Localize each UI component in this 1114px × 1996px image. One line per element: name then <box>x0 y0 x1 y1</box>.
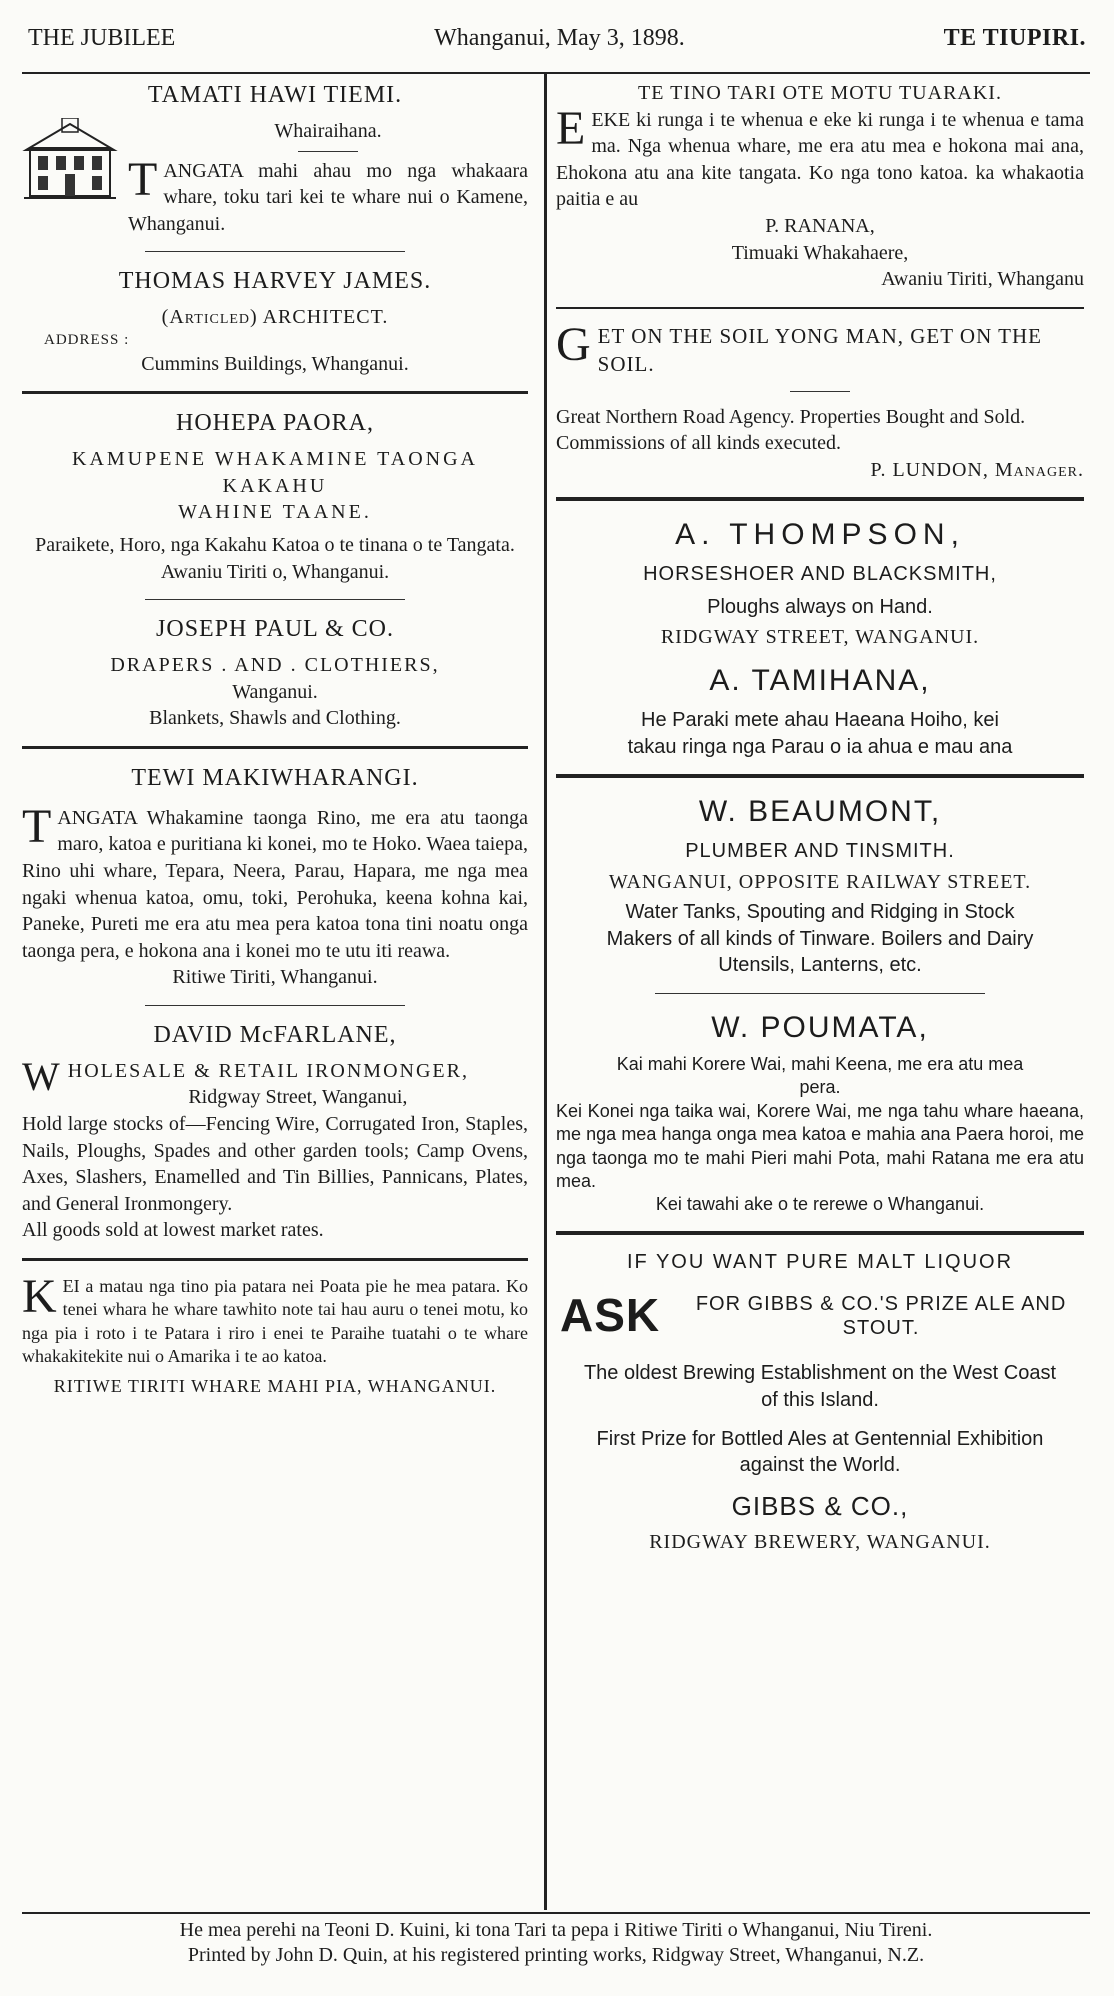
ad-body: Paraikete, Horo, nga Kakahu Katoa o te tinana o te Tangata. <box>35 534 515 556</box>
ad-pia <box>22 1270 528 1398</box>
ad-title: Timuaki Whakahaere, <box>731 241 909 264</box>
ad-location: Awaniu Tiriti, Whanganu <box>881 268 1084 291</box>
ad-trade-text: HOLESALE & RETAIL IRONMONGER, <box>67 1059 469 1082</box>
thick-rule <box>556 1231 1084 1235</box>
imprint-english: Printed by John D. Quin, at his registered printing works, Ridgway Street, Whanganui, N.Z. <box>187 1944 925 1966</box>
address-label: ADDRESS : <box>44 331 130 348</box>
ad-tewi <box>22 763 528 991</box>
ad-name: DAVID McFARLANE, <box>153 1021 397 1048</box>
ad-signature: P. RANANA, <box>765 214 875 237</box>
ad-tamihana <box>556 661 1084 760</box>
ad-text <box>128 118 528 237</box>
ad-body-text: ANGATA Whakamine taonga Rino, me era atu taonga maro, katoa e puritiana ki konei, mo te Hoko. Waea taiepa, Rino uhi whare, Tepara, Neera, Parau, Hapara, me nga mea ngaki whenua katoa, omu, toki, Perohuka, keena kohna kai, Paneke, Pureti me era atu mea pera katoa tona tini noatu onga taonga pera, e hokona ana i konei mo te utu iti reawa. <box>22 806 528 962</box>
short-rule <box>790 391 850 392</box>
drop-cap: E <box>556 101 586 155</box>
ad-gibbs <box>556 1249 1084 1556</box>
ad-signature: P. LUNDON, Manager. <box>870 458 1084 481</box>
ad-soil <box>556 317 1084 379</box>
ad-paora <box>22 408 528 585</box>
ad-location: Awaniu Tiriti o, Whanganui. <box>160 560 390 583</box>
ad-town: Wanganui. <box>232 680 318 703</box>
ad-lundon <box>556 404 1084 484</box>
drop-cap: T <box>22 799 52 853</box>
ad-name: JOSEPH PAUL & CO. <box>156 616 394 643</box>
ad-goods: Blankets, Shawls and Clothing. <box>149 707 401 730</box>
ad-joseph-paul <box>22 614 528 732</box>
ad-address: WANGANUI, OPPOSITE RAILWAY STREET. <box>608 870 1032 893</box>
masthead-dateline: Whanganui, May 3, 1898. <box>434 24 685 51</box>
ad-footer: RITIWE TIRITI WHARE MAHI PIA, WHANGANUI. <box>53 1375 497 1396</box>
ad-trade: PLUMBER AND TINSMITH. <box>685 840 955 863</box>
ad-address: Cummins Buildings, Whanganui. <box>141 352 409 375</box>
drop-cap: G <box>556 317 592 371</box>
ad-trade-line1: KAMUPENE WHAKAMINE TAONGA KAKAHU <box>72 448 478 497</box>
ad-tiemi <box>22 80 528 237</box>
section-rule <box>145 251 405 252</box>
ad-name: GIBBS & CO., <box>731 1490 909 1521</box>
column-divider <box>544 74 547 1910</box>
thick-rule <box>22 391 528 394</box>
ad-name: TEWI MAKIWHARANGI. <box>131 764 419 791</box>
ad-body: Great Northern Road Agency. Properties Bought and Sold. Commissions of all kinds executed. <box>556 405 1026 455</box>
bottom-rule <box>22 1912 1090 1914</box>
ad-line2: Makers of all kinds of Tinware. Boilers and Dairy Utensils, Lanterns, etc. <box>606 927 1034 977</box>
ad-mcfarlane <box>22 1020 528 1244</box>
ad-body-text: EI a matau nga tino pia patara nei Poata pie he mea patara. Ko tenei whara he whare tawhito note tai hau auru o tenei motu, ko nga pia i roto i te Patara i riro i enei te Paraihe tuatahi o te whare whakakitekite nui o Amarika i te ao katoa. <box>22 1276 528 1367</box>
ad-address: RIDGWAY STREET, WANGANUI. <box>660 626 980 649</box>
ad-body-with-illustration <box>22 118 528 237</box>
ad-address: RIDGWAY BREWERY, WANGANUI. <box>649 1531 991 1554</box>
section-rule <box>145 1005 405 1006</box>
thick-rule <box>556 307 1084 309</box>
ad-heading: TE TINO TARI OTE MOTU TUARAKI. <box>638 82 1002 104</box>
ad-footer: Kei tawahi ake o te rerewe o Whanganui. <box>655 1194 985 1215</box>
imprint-maori: He mea perehi na Teoni D. Kuini, ki tona Tari ta pepa i Ritiwe Tiriti o Whanganui, Niu Tireni. <box>179 1919 933 1941</box>
ad-trade: DRAPERS . AND . CLOTHIERS, <box>110 654 440 677</box>
ad-name: A. THOMPSON, <box>675 518 965 552</box>
ad-name: W. POUMATA, <box>711 1010 929 1044</box>
ad-line2: First Prize for Bottled Ales at Gentennial Exhibition against the World. <box>596 1427 1044 1477</box>
ad-body <box>22 799 528 965</box>
ad-body-text: ANGATA mahi ahau mo nga whakaara whare, toku tari kei te whare nui o Kamene, Whanganui. <box>128 159 528 235</box>
masthead <box>28 18 1086 58</box>
ask-text: FOR GIBBS & CO.'S PRIZE ALE AND STOUT. <box>695 1292 1067 1339</box>
ad-body: He Paraki mete ahau Haeana Hoiho, kei takau ringa nga Parau o ia ahua e mau ana <box>627 708 1013 758</box>
ad-subtitle: Whairaihana. <box>274 119 382 142</box>
ad-line: Ploughs always on Hand. <box>707 595 933 618</box>
ad-line1: Kai mahi Korere Wai, mahi Keena, me era atu mea pera. <box>616 1053 1024 1098</box>
ad-body-text: ET ON THE SOIL YONG MAN, GET ON THE SOIL. <box>597 323 1042 376</box>
ad-footer: All goods sold at lowest market rates. <box>22 1219 324 1242</box>
section-rule <box>655 993 985 994</box>
ad-james <box>22 266 528 377</box>
masthead-maori-title: TE TIUPIRI. <box>943 24 1086 51</box>
ad-name: W. BEAUMONT, <box>698 795 942 829</box>
right-column <box>556 80 1084 1908</box>
house-icon <box>22 118 118 202</box>
thick-rule <box>22 746 528 749</box>
drop-cap: W <box>22 1053 62 1099</box>
ad-street: Ridgway Street, Wanganui, <box>188 1086 408 1109</box>
ad-body: Kei Konei nga taika wai, Korere Wai, me nga tahu whare haeana, me nga mea hanga onga mea katoa e mahia ana Paera horoi, me nga taonga mo te mahi Pieri mahi Pota, mahi Ratana me era atu mea. <box>556 1100 1084 1191</box>
ad-body <box>556 317 1084 379</box>
ad-poumata <box>556 1008 1084 1217</box>
imprint <box>22 1918 1090 1968</box>
ad-line1: Water Tanks, Spouting and Ridging in Stock <box>625 901 1015 924</box>
section-rule <box>145 599 405 600</box>
masthead-title: THE JUBILEE <box>28 24 176 51</box>
thick-rule <box>556 774 1084 778</box>
ad-body-text: EKE ki runga i te whenua e eke ki runga i te whenua e tama ma. Nga whenua whare, me era atu mea e hokona mai ana, Ehokona atu ana kite tangata. Ko nga tono katoa. ka whakaotia paitia e au <box>556 108 1084 211</box>
short-rule <box>298 151 358 152</box>
ask-word: ASK <box>560 1289 661 1342</box>
ad-heading: IF YOU WANT PURE MALT LIQUOR <box>626 1250 1014 1273</box>
thick-rule <box>22 1258 528 1261</box>
ad-trade-line2: WAHINE TAANE. <box>178 501 372 524</box>
ad-name: TAMATI HAWI TIEMI. <box>147 82 403 108</box>
ad-beaumont <box>556 792 1084 979</box>
ad-line1: The oldest Brewing Establishment on the West Coast of this Island. <box>583 1362 1057 1412</box>
ad-body <box>22 1270 528 1369</box>
left-column <box>22 80 528 1908</box>
thick-rule <box>556 497 1084 501</box>
ad-ranana <box>556 80 1084 293</box>
ad-thompson <box>556 515 1084 651</box>
ad-name: THOMAS HARVEY JAMES. <box>118 268 432 295</box>
top-rule <box>22 72 1090 74</box>
ad-role: (Articled) ARCHITECT. <box>161 306 389 329</box>
drop-cap: K <box>22 1270 57 1323</box>
ad-body: Hold large stocks of—Fencing Wire, Corrugated Iron, Staples, Nails, Ploughs, Spades and other garden tools; Camp Ovens, Axes, Slashers, Enamelled and Tin Billies, Pannicans, Plates, and General Ironmongery. <box>22 1113 528 1215</box>
ad-body <box>128 152 528 238</box>
ad-name: HOHEPA PAORA, <box>176 410 374 437</box>
ask-row <box>556 1285 1084 1346</box>
ad-location: Ritiwe Tiriti, Whanganui. <box>172 966 378 989</box>
drop-cap: T <box>128 152 158 206</box>
ad-name: A. TAMIHANA, <box>709 664 931 698</box>
ad-trade: HORSESHOER AND BLACKSMITH, <box>643 563 997 586</box>
ad-body <box>556 101 1084 213</box>
